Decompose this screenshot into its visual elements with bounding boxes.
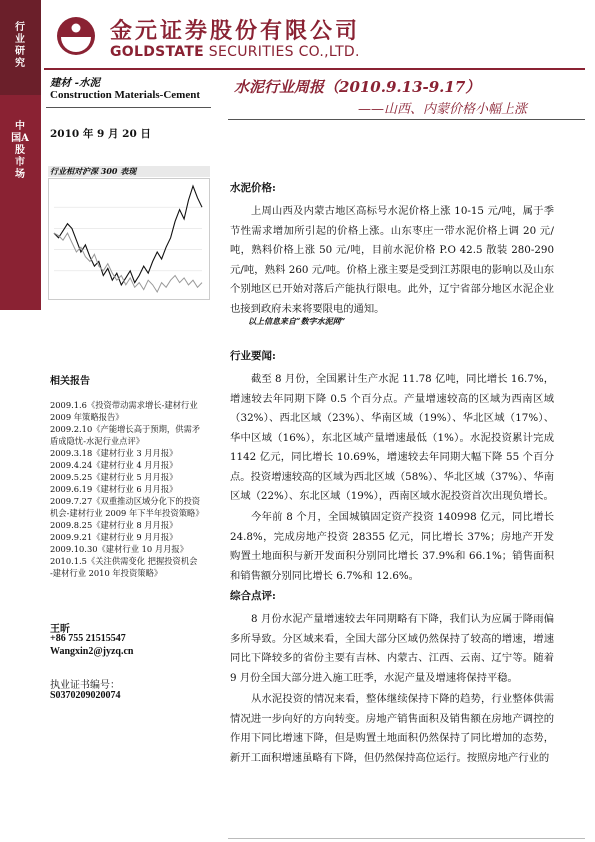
related-report-line: 2009.10.30《建材行业 10 月月报》 [50,544,189,554]
company-name-en-bold: GOLDSTATE [110,44,205,60]
related-report-item[interactable] [50,519,215,531]
sector-name-en: Construction Materials-Cement [50,89,200,101]
analyst-name: 王昕 [50,624,70,635]
analyst-phone: +86 755 21515547 [50,633,126,644]
related-report-line: 2009.1.6《投资带动需求增长-建材行业 [50,400,198,410]
related-report-line: 2009.4.24《建材行业 4 月月报》 [50,460,178,470]
sector-divider [46,107,211,108]
related-report-line: 盾成隐忧-水泥行业点评》 [50,436,145,446]
sidebar-strip-top [0,0,41,95]
company-name-cn: 金元证券股份有限公司 [110,19,361,44]
report-date: 2010 年 9 月 20 日 [50,128,151,140]
analyst-email[interactable]: Wangxin2@jyzq.cn [50,646,134,657]
source-note: 以上信息来自“数字水泥网” [248,316,346,326]
section-heading-comment: 综合点评: [230,590,276,602]
paragraph-industry-2: 今年前 8 个月，全国城镇固定资产投资 140998 亿元，同比增长 24.8%，完成房地产投资 28355 亿元，同比增长 37%；房地产开发购置土地面积与新开发面积分别同比增长 37.9%和 66.1%；销售面积和销售额分别同比增长 6.7%和 12.6%。 [230,511,554,582]
report-subtitle: ——山西、内蒙价格小幅上涨 [358,102,528,117]
related-report-item[interactable] [50,399,215,423]
header-divider [44,68,585,70]
sidebar-bottom-label: 中国A股市场 [11,121,29,180]
related-report-item[interactable] [50,459,215,471]
related-report-item[interactable] [50,555,215,579]
related-report-line: 2009.9.21《建材行业 9 月月报》 [50,532,178,542]
sector-name-cn: 建材 -水泥 [50,77,101,89]
certificate-label: 执业证书编号： [50,680,120,691]
related-report-line: 2009.2.10《产能增长高于预期，供需矛 [50,424,201,434]
paragraph-comment-1: 8 月份水泥产量增速较去年同期略有下降，我们认为应属于降雨偏多所导致。分区域来看，全国大部分区域仍然保持了较高的增速，增速同比下降较多的省份主要有吉林、内蒙古、江西、云南、辽宁等。随着 9 月份全国大部分进入施工旺季，水泥产量及增速将保持平稳。 [230,613,554,684]
related-report-item[interactable] [50,495,215,519]
related-report-item[interactable] [50,531,215,543]
related-report-line: 2009.6.19《建材行业 6 月月报》 [50,484,178,494]
related-report-item[interactable] [50,543,215,555]
sidebar-top-label: 行业研究 [15,22,25,69]
related-reports-title: 相关报告 [50,376,90,387]
related-report-line: 2009.3.18《建材行业 3 月月报》 [50,448,178,458]
footer-divider [228,838,585,839]
report-title: 水泥行业周报（2010.9.13-9.17） [234,78,481,96]
chart-title: 行业相对沪深 300 表现 [50,166,137,176]
title-divider [228,119,585,120]
company-logo-icon [55,15,97,57]
related-report-line: 2009.5.25《建材行业 5 月月报》 [50,472,178,482]
paragraph-industry-1: 截至 8 月份，全国累计生产水泥 11.78 亿吨，同比增长 16.7%，增速较去年同期下降 0.5 个百分点。产量增速较高的区域为西南区域（32%）、西北区域（23%）、华南区域（19%）、华北区域（17%）、华中区域（16%），东北区域产量增速最低（1%）。水泥投资累计完成 1142 亿元，同比增长 10.69%，增速较去年同期大幅下降 55 个百分点。投资增速较高的区域为西北区域（58%）、华北区域（37%）、华南区域（22%）、东北区域（19%），西南区域水泥投资首次出现负增长。 [230,373,554,502]
related-report-item[interactable] [50,423,215,447]
related-report-line: -建材行业 2010 年投资策略》 [50,568,163,578]
section-heading-industry: 行业要闻: [230,350,276,362]
related-report-line: 2009 年策略报告》 [50,412,124,422]
company-name-en-rest: SECURITIES CO.,LTD. [204,44,360,60]
section-heading-price: 水泥价格: [230,182,276,194]
paragraph-price: 上周山西及内蒙古地区高标号水泥价格上涨 10-15 元/吨，属于季节性需求增加所引起的价格上涨。山东枣庄一带水泥价格上调 20 元/吨，熟料价格上涨 50 元/吨，目前水泥价格 P.O 42.5 散装 280-290 元/吨，熟料 260 元/吨。价格上涨主要是受到江苏限电的影响以及山东个别地区已开始对落后产能执行限电。此外，辽宁省部分地区水泥企业也接到政府未来将要限电的通知。 [230,205,554,315]
related-report-line: 2010.1.5《关注供需变化 把握投资机会 [50,556,198,566]
certificate-number: S0370209020074 [50,690,121,701]
related-report-line: 机会-建材行业 2009 年下半年投资策略》 [50,508,204,518]
relative-performance-chart [48,178,210,300]
related-report-line: 2009.8.25《建材行业 8 月月报》 [50,520,178,530]
related-report-item[interactable] [50,471,215,483]
paragraph-comment-2: 从水泥投资的情况来看，整体继续保持下降的趋势，行业整体供需情况进一步向好的方向转变。房地产销售面积及销售额在房地产调控的作用下同比增速下降，但是购置土地面积仍然保持了同比增加的态势，新开工面积增速虽略有下降，但仍然保持高位运行。按照房地产行业的 [230,693,554,764]
sidebar-strip-bottom [0,95,41,310]
related-report-item[interactable] [50,483,215,495]
related-report-item[interactable] [50,447,215,459]
chart-frame [49,179,210,300]
related-report-line: 2009.7.27《双重推动区域分化下的投资 [50,496,201,506]
related-reports-list [50,399,215,579]
company-name-en [110,44,360,60]
